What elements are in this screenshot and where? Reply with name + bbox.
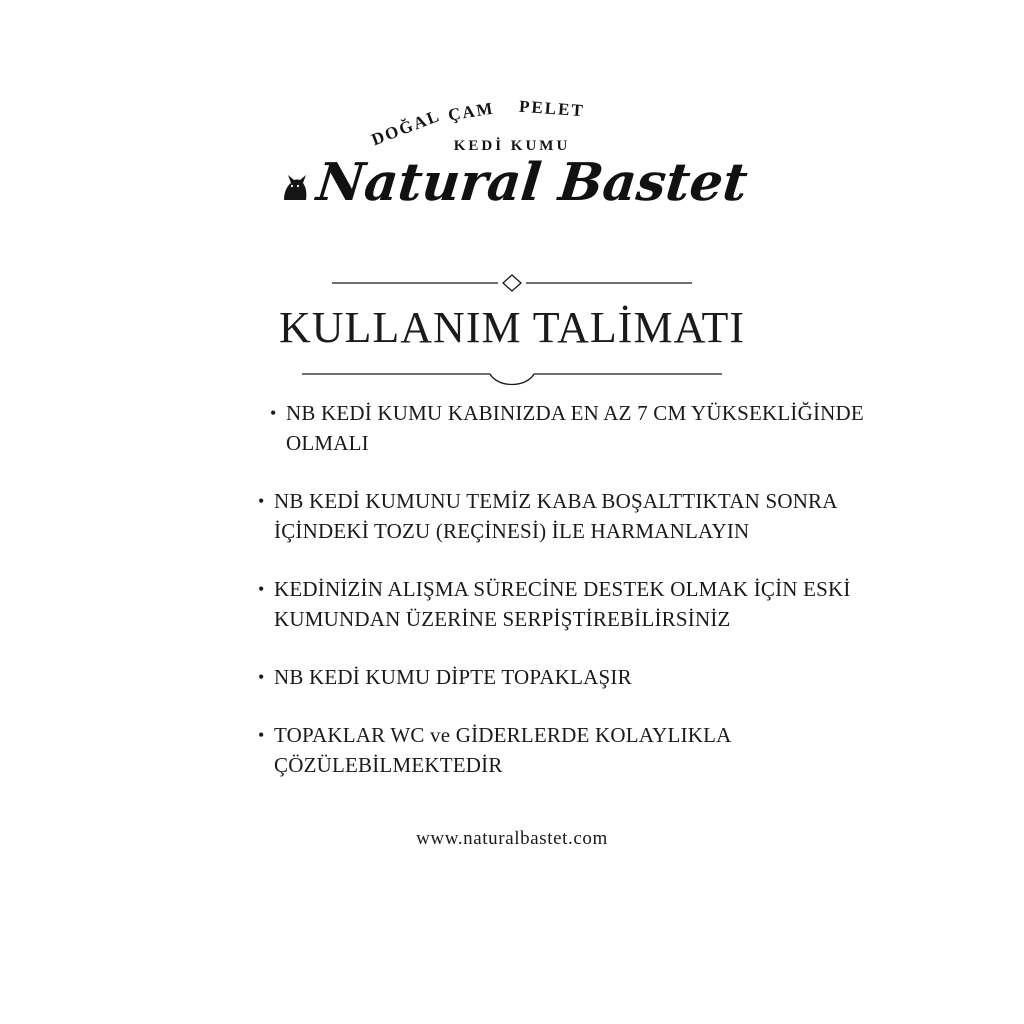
list-item <box>270 398 898 458</box>
logo-wordmark: Natural Bastet <box>313 152 751 213</box>
logo-arc-word-1: DOĞAL <box>368 105 444 150</box>
logo-wordmark-row <box>0 152 1024 213</box>
list-item <box>258 662 898 692</box>
bullet-icon: • <box>258 667 265 687</box>
list-item-text: NB KEDİ KUMU KABINIZDA EN AZ 7 CM YÜKSEKLİĞİNDE OLMALI <box>286 401 864 455</box>
website-url: www.naturalbastet.com <box>416 828 608 849</box>
list-item <box>258 574 898 634</box>
instructions-list <box>258 398 898 808</box>
list-item-text: NB KEDİ KUMU DİPTE TOPAKLAŞIR <box>274 665 632 689</box>
list-item-text: KEDİNİZİN ALIŞMA SÜRECİNE DESTEK OLMAK İÇİN ESKİ KUMUNDAN ÜZERİNE SERPİŞTİREBİLİRSİNİZ <box>274 577 851 631</box>
bullet-icon: • <box>270 403 277 423</box>
list-item <box>258 486 898 546</box>
divider-top <box>332 272 692 294</box>
divider-bottom <box>302 368 722 390</box>
list-item-text: NB KEDİ KUMUNU TEMİZ KABA BOŞALTTIKTAN SONRA İÇİNDEKİ TOZU (REÇİNESİ) İLE HARMANLAYIN <box>274 489 837 543</box>
page-title: KULLANIM TALİMATI <box>278 303 746 352</box>
logo-subtitle: KEDİ KUMU <box>453 138 571 154</box>
list-item-text: TOPAKLAR WC ve GİDERLERDE KOLAYLIKLA ÇÖZÜLEBİLMEKTEDİR <box>274 723 731 777</box>
logo-arc-word-2: ÇAM <box>446 98 496 125</box>
bullet-icon: • <box>258 491 265 511</box>
list-item <box>258 720 898 780</box>
logo-arc-word-3: PELET <box>518 96 586 121</box>
bullet-icon: • <box>258 579 265 599</box>
bullet-icon: • <box>258 725 265 745</box>
cat-silhouette-icon <box>277 170 311 204</box>
brand-logo <box>0 96 1024 213</box>
